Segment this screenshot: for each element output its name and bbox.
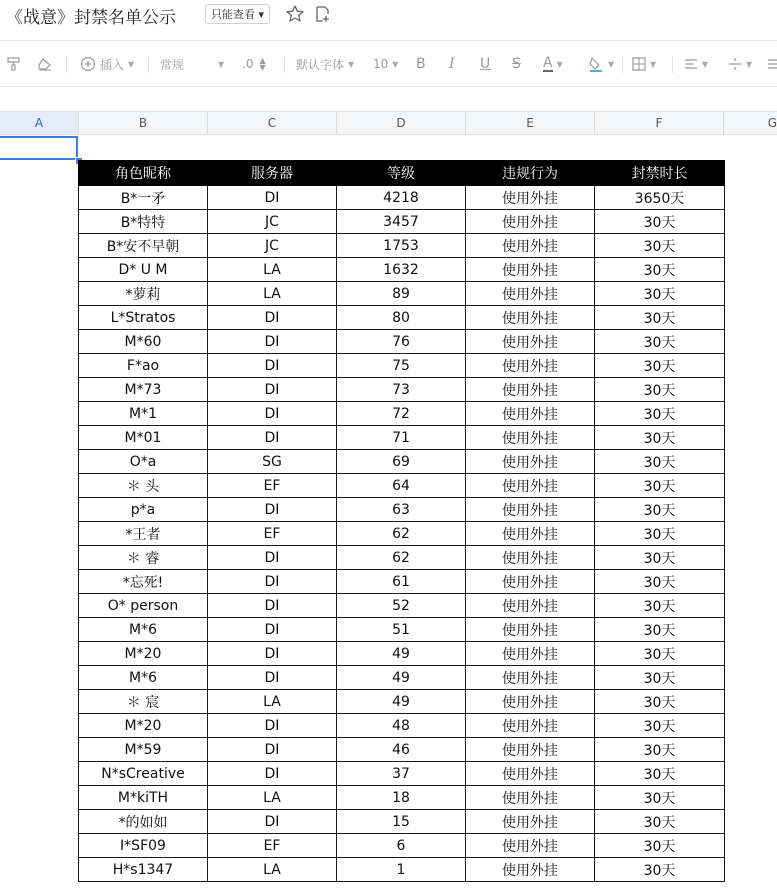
cell-nickname[interactable]: L*Stratos — [79, 306, 208, 330]
cell-nickname[interactable]: *王者 — [79, 522, 208, 546]
cell-nickname[interactable]: F*ao — [79, 354, 208, 378]
table-row — [79, 666, 725, 690]
cell-ban-duration[interactable]: 30天 — [595, 210, 725, 234]
header-ban-duration[interactable]: 封禁时长 — [595, 161, 725, 186]
cell-violation[interactable]: 使用外挂 — [466, 810, 595, 834]
table-row — [79, 498, 725, 522]
table-row — [79, 282, 725, 306]
cell-violation[interactable]: 使用外挂 — [466, 258, 595, 282]
cell-ban-duration[interactable]: 30天 — [595, 570, 725, 594]
table-row — [79, 234, 725, 258]
cell-ban-duration[interactable]: 30天 — [595, 474, 725, 498]
cell-server[interactable]: DI — [208, 378, 337, 402]
header-level[interactable]: 等级 — [337, 161, 466, 186]
cell-violation[interactable]: 使用外挂 — [466, 570, 595, 594]
cell-server[interactable]: JC — [208, 210, 337, 234]
cell-violation[interactable]: 使用外挂 — [466, 738, 595, 762]
table-row — [79, 618, 725, 642]
cell-violation[interactable]: 使用外挂 — [466, 330, 595, 354]
cell-nickname[interactable]: ＊ 睿 — [79, 546, 208, 570]
cell-level[interactable]: 49 — [337, 642, 466, 666]
cell-level[interactable]: 89 — [337, 282, 466, 306]
table-row — [79, 762, 725, 786]
header-violation[interactable]: 违规行为 — [466, 161, 595, 186]
font-family-label: 默认字体 — [296, 57, 345, 72]
cell-nickname[interactable]: M*60 — [79, 330, 208, 354]
table-header-row — [79, 161, 725, 186]
cell-nickname[interactable]: O*a — [79, 450, 208, 474]
cell-ban-duration[interactable]: 30天 — [595, 546, 725, 570]
cell-server[interactable]: LA — [208, 282, 337, 306]
cell-ban-duration[interactable]: 30天 — [595, 258, 725, 282]
format-painter-icon[interactable] — [7, 48, 21, 80]
toolbar-divider — [622, 57, 623, 73]
toolbar-divider — [672, 57, 673, 73]
cell-level[interactable]: 18 — [337, 786, 466, 810]
cell-ban-duration[interactable]: 30天 — [595, 762, 725, 786]
cell-level[interactable]: 1632 — [337, 258, 466, 282]
ban-list-table — [78, 160, 725, 882]
cell-violation[interactable]: 使用外挂 — [466, 594, 595, 618]
cell-ban-duration[interactable]: 30天 — [595, 522, 725, 546]
cell-nickname[interactable]: *萝莉 — [79, 282, 208, 306]
cell-level[interactable]: 61 — [337, 570, 466, 594]
cell-violation[interactable]: 使用外挂 — [466, 546, 595, 570]
cell-level[interactable]: 71 — [337, 426, 466, 450]
cell-ban-duration[interactable]: 30天 — [595, 234, 725, 258]
cell-level[interactable]: 69 — [337, 450, 466, 474]
cell-ban-duration[interactable]: 30天 — [595, 858, 725, 882]
table-row — [79, 594, 725, 618]
cell-ban-duration[interactable]: 30天 — [595, 714, 725, 738]
cell-level[interactable]: 62 — [337, 546, 466, 570]
table-row — [79, 186, 725, 210]
cell-violation[interactable]: 使用外挂 — [466, 858, 595, 882]
cell-server[interactable]: DI — [208, 642, 337, 666]
table-row — [79, 474, 725, 498]
italic-label: I — [449, 56, 455, 72]
star-icon[interactable] — [285, 4, 305, 24]
cell-server[interactable]: DI — [208, 738, 337, 762]
cell-ban-duration[interactable]: 30天 — [595, 642, 725, 666]
plus-circle-icon — [80, 56, 96, 72]
font-color-button[interactable]: A ▼ — [543, 55, 563, 71]
cell-nickname[interactable]: M*6 — [79, 618, 208, 642]
font-size-dropdown[interactable]: 10 ▼ — [373, 57, 399, 71]
cell-server[interactable]: DI — [208, 618, 337, 642]
cell-server[interactable]: DI — [208, 186, 337, 210]
toolbar-divider — [66, 57, 67, 73]
cell-violation[interactable]: 使用外挂 — [466, 210, 595, 234]
cell-server[interactable]: DI — [208, 762, 337, 786]
cell-level[interactable]: 64 — [337, 474, 466, 498]
cell-violation[interactable]: 使用外挂 — [466, 714, 595, 738]
table-row — [79, 354, 725, 378]
decimal-label: .0 — [242, 57, 254, 71]
number-format-label: 常规 — [160, 57, 185, 72]
table-row — [79, 834, 725, 858]
cell-level[interactable]: 63 — [337, 498, 466, 522]
cell-server[interactable]: LA — [208, 858, 337, 882]
cell-nickname[interactable]: O* person — [79, 594, 208, 618]
cell-ban-duration[interactable]: 30天 — [595, 498, 725, 522]
cell-violation[interactable]: 使用外挂 — [466, 498, 595, 522]
cell-violation[interactable]: 使用外挂 — [466, 642, 595, 666]
table-row — [79, 378, 725, 402]
toolbar — [0, 48, 777, 80]
cell-ban-duration[interactable]: 30天 — [595, 738, 725, 762]
cell-violation[interactable]: 使用外挂 — [466, 186, 595, 210]
cell-server[interactable]: DI — [208, 810, 337, 834]
cell-ban-duration[interactable]: 30天 — [595, 354, 725, 378]
view-mode-dropdown[interactable]: 只能查看 ▾ — [205, 4, 270, 24]
column-header-e[interactable]: E — [466, 112, 595, 134]
cell-nickname[interactable]: p*a — [79, 498, 208, 522]
cell-nickname[interactable]: N*sCreative — [79, 762, 208, 786]
cell-level[interactable]: 48 — [337, 714, 466, 738]
cell-ban-duration[interactable]: 30天 — [595, 306, 725, 330]
cell-server[interactable]: DI — [208, 306, 337, 330]
cell-violation[interactable]: 使用外挂 — [466, 402, 595, 426]
cell-server[interactable]: DI — [208, 570, 337, 594]
cell-nickname[interactable]: M*59 — [79, 738, 208, 762]
insert-label: 插入 — [100, 57, 125, 72]
fill-color-icon[interactable]: ▼ — [588, 48, 614, 80]
cell-violation[interactable]: 使用外挂 — [466, 690, 595, 714]
cell-server[interactable]: DI — [208, 666, 337, 690]
toolbar-divider — [284, 57, 285, 73]
cell-level[interactable]: 1753 — [337, 234, 466, 258]
cell-level[interactable]: 52 — [337, 594, 466, 618]
cell-nickname[interactable]: ＊ 头 — [79, 474, 208, 498]
table-row — [79, 786, 725, 810]
cell-violation[interactable]: 使用外挂 — [466, 282, 595, 306]
cell-level[interactable]: 3457 — [337, 210, 466, 234]
cell-violation[interactable]: 使用外挂 — [466, 378, 595, 402]
cell-ban-duration[interactable]: 30天 — [595, 618, 725, 642]
cell-nickname[interactable]: ＊ 宸 — [79, 690, 208, 714]
cell-nickname[interactable]: D* U M — [79, 258, 208, 282]
cell-nickname[interactable]: B*特特 — [79, 210, 208, 234]
cell-nickname[interactable]: H*s1347 — [79, 858, 208, 882]
cell-ban-duration[interactable]: 3650天 — [595, 186, 725, 210]
title-bar — [0, 0, 777, 30]
cell-violation[interactable]: 使用外挂 — [466, 426, 595, 450]
cell-level[interactable]: 75 — [337, 354, 466, 378]
cell-violation[interactable]: 使用外挂 — [466, 786, 595, 810]
cell-server[interactable]: EF — [208, 522, 337, 546]
cell-server[interactable]: DI — [208, 330, 337, 354]
table-row — [79, 522, 725, 546]
column-header-bar — [0, 111, 777, 135]
cell-level[interactable]: 51 — [337, 618, 466, 642]
add-to-folder-icon[interactable] — [314, 5, 332, 23]
bold-button[interactable] — [416, 48, 426, 80]
cell-nickname[interactable]: M*1 — [79, 402, 208, 426]
header-nickname[interactable]: 角色昵称 — [79, 161, 208, 186]
strikethrough-label: S — [512, 56, 521, 72]
cell-level[interactable]: 6 — [337, 834, 466, 858]
cell-nickname[interactable]: B*安不早朝 — [79, 234, 208, 258]
strikethrough-button[interactable] — [512, 48, 521, 80]
table-row — [79, 858, 725, 882]
table-row — [79, 738, 725, 762]
cell-nickname[interactable]: M*6 — [79, 666, 208, 690]
cell-server[interactable]: LA — [208, 786, 337, 810]
table-row — [79, 402, 725, 426]
cell-level[interactable]: 46 — [337, 738, 466, 762]
table-row — [79, 570, 725, 594]
cell-server[interactable]: LA — [208, 690, 337, 714]
header-server[interactable]: 服务器 — [208, 161, 337, 186]
divider — [0, 86, 777, 87]
cell-nickname[interactable]: M*73 — [79, 378, 208, 402]
clear-format-icon[interactable] — [38, 48, 52, 80]
cell-violation[interactable]: 使用外挂 — [466, 354, 595, 378]
cell-level[interactable]: 73 — [337, 378, 466, 402]
cell-ban-duration[interactable]: 30天 — [595, 378, 725, 402]
table-row — [79, 450, 725, 474]
font-size-label: 10 — [373, 57, 389, 71]
cell-nickname[interactable]: M*kiTH — [79, 786, 208, 810]
cell-level[interactable]: 1 — [337, 858, 466, 882]
table-row — [79, 330, 725, 354]
cell-server[interactable]: DI — [208, 714, 337, 738]
font-color-label: A — [543, 55, 553, 71]
underline-button[interactable] — [480, 48, 490, 80]
table-row — [79, 546, 725, 570]
cell-nickname[interactable]: B*一矛 — [79, 186, 208, 210]
number-format-dropdown[interactable]: 常规 ▼ — [160, 57, 225, 72]
doc-title: 《战意》封禁名单公示 — [6, 8, 176, 28]
cell-server[interactable]: JC — [208, 234, 337, 258]
cell-server[interactable]: DI — [208, 594, 337, 618]
table-row — [79, 690, 725, 714]
cell-violation[interactable]: 使用外挂 — [466, 762, 595, 786]
cell-violation[interactable]: 使用外挂 — [466, 618, 595, 642]
align-icon[interactable]: ▼ — [684, 48, 708, 80]
table-row — [79, 258, 725, 282]
cell-server[interactable]: EF — [208, 834, 337, 858]
table-row — [79, 810, 725, 834]
cell-violation[interactable]: 使用外挂 — [466, 306, 595, 330]
cell-ban-duration[interactable]: 30天 — [595, 402, 725, 426]
cell-ban-duration[interactable]: 30天 — [595, 666, 725, 690]
table-row — [79, 714, 725, 738]
cell-ban-duration[interactable]: 30天 — [595, 594, 725, 618]
cell-level[interactable]: 4218 — [337, 186, 466, 210]
cell-level[interactable]: 72 — [337, 402, 466, 426]
cell-violation[interactable]: 使用外挂 — [466, 834, 595, 858]
cell-nickname[interactable]: M*20 — [79, 642, 208, 666]
cell-server[interactable]: EF — [208, 474, 337, 498]
column-header-f[interactable]: F — [595, 112, 724, 134]
cell-nickname[interactable]: *的如如 — [79, 810, 208, 834]
cell-level[interactable]: 62 — [337, 522, 466, 546]
underline-label: U — [480, 56, 491, 72]
cell-server[interactable]: DI — [208, 402, 337, 426]
table-row — [79, 306, 725, 330]
column-header-b[interactable]: B — [79, 112, 208, 134]
font-family-dropdown[interactable]: 默认字体 ▼ — [296, 57, 355, 72]
cell-server[interactable]: LA — [208, 258, 337, 282]
cell-ban-duration[interactable]: 30天 — [595, 282, 725, 306]
table-row — [79, 642, 725, 666]
cell-server[interactable]: DI — [208, 354, 337, 378]
toolbar-divider — [148, 57, 149, 73]
table-row — [79, 210, 725, 234]
cell-ban-duration[interactable]: 30天 — [595, 330, 725, 354]
cell-ban-duration[interactable]: 30天 — [595, 426, 725, 450]
cell-level[interactable]: 49 — [337, 666, 466, 690]
cell-nickname[interactable]: I*SF09 — [79, 834, 208, 858]
selected-cell[interactable] — [0, 136, 78, 160]
cell-violation[interactable]: 使用外挂 — [466, 450, 595, 474]
cell-nickname[interactable]: M*01 — [79, 426, 208, 450]
cell-server[interactable]: DI — [208, 498, 337, 522]
cell-level[interactable]: 15 — [337, 810, 466, 834]
cell-violation[interactable]: 使用外挂 — [466, 522, 595, 546]
cell-ban-duration[interactable]: 30天 — [595, 810, 725, 834]
cell-violation[interactable]: 使用外挂 — [466, 234, 595, 258]
insert-button[interactable]: 插入 ▼ — [80, 48, 134, 80]
view-mode-label: 只能查看 — [211, 8, 255, 21]
cell-level[interactable]: 80 — [337, 306, 466, 330]
italic-button[interactable] — [449, 48, 455, 80]
cell-ban-duration[interactable]: 30天 — [595, 450, 725, 474]
column-header-g[interactable]: G — [767, 116, 777, 130]
cell-ban-duration[interactable]: 30天 — [595, 690, 725, 714]
vertical-align-icon[interactable]: ▼ — [728, 48, 752, 80]
column-header-d[interactable]: D — [337, 112, 466, 134]
cell-level[interactable]: 37 — [337, 762, 466, 786]
cell-nickname[interactable]: *忘死! — [79, 570, 208, 594]
borders-icon[interactable]: ▼ — [632, 48, 656, 80]
cell-server[interactable]: DI — [208, 546, 337, 570]
cell-violation[interactable]: 使用外挂 — [466, 666, 595, 690]
cell-server[interactable]: SG — [208, 450, 337, 474]
decimal-stepper[interactable]: .0 ▲ ▼ — [242, 56, 266, 72]
cell-level[interactable]: 76 — [337, 330, 466, 354]
table-row — [79, 426, 725, 450]
cell-ban-duration[interactable]: 30天 — [595, 786, 725, 810]
wrap-icon[interactable] — [768, 48, 777, 80]
cell-level[interactable]: 49 — [337, 690, 466, 714]
column-header-c[interactable]: C — [208, 112, 337, 134]
bold-label: B — [416, 56, 426, 72]
cell-nickname[interactable]: M*20 — [79, 714, 208, 738]
divider — [0, 40, 777, 41]
cell-violation[interactable]: 使用外挂 — [466, 474, 595, 498]
cell-server[interactable]: DI — [208, 426, 337, 450]
column-header-a[interactable]: A — [0, 112, 79, 134]
cell-ban-duration[interactable]: 30天 — [595, 834, 725, 858]
